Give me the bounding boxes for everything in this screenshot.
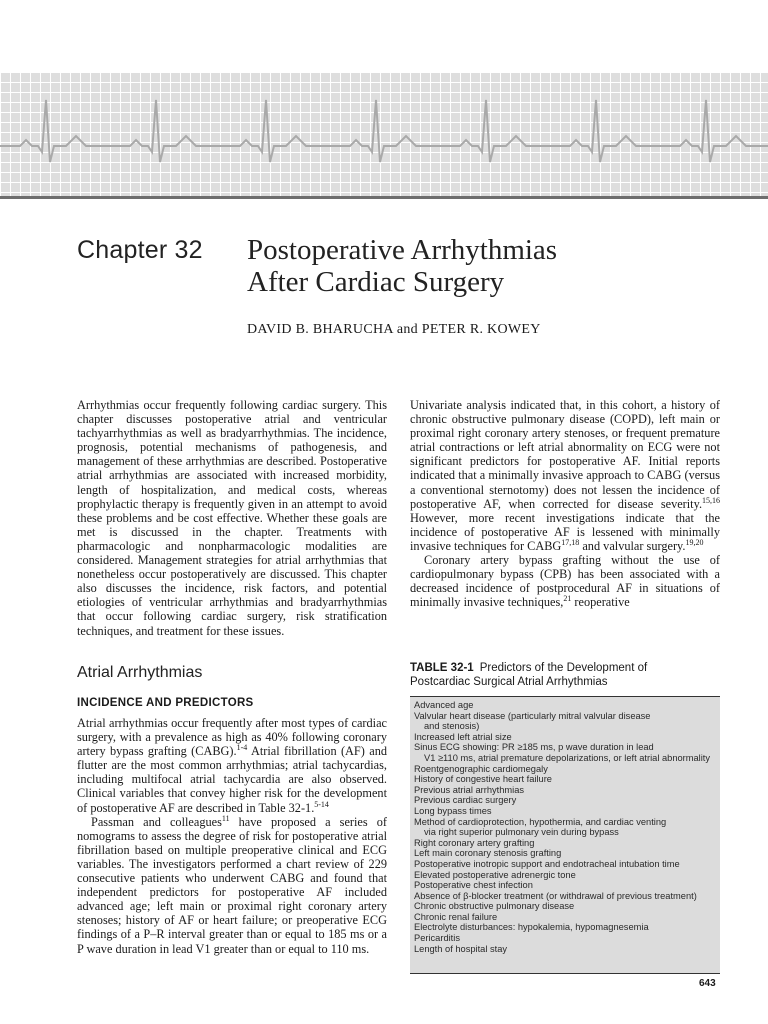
table-row: Chronic renal failure [414,911,498,922]
table-row: Postoperative chest infection [414,880,533,891]
table-row: Absence of β-blocker treatment (or withdrawal of previous treatment) [414,890,697,901]
chapter-label: Chapter 32 [77,236,203,264]
table-row: Right coronary artery grafting [414,837,535,848]
table-number: TABLE 32-1 [410,662,474,674]
table-row: Increased left atrial size [414,731,512,742]
right-column-top [410,398,720,609]
table-row: Postoperative inotropic support and endotracheal intubation time [414,858,680,869]
table-caption [410,661,710,689]
chapter-title-line-2: After Cardiac Surgery [247,266,505,298]
table-row: Sinus ECG showing: PR ≥185 ms, p wave duration in lead [414,742,654,753]
ecg-trace-graphic [0,72,768,198]
table-row: V1 ≥110 ms, atrial premature depolarizations, or left atrial abnormality [424,752,711,763]
right-paragraph-2: Coronary artery bypass grafting without the use of cardiopulmonary bypass (CPB) has been associated with a decreased incidence of postprocedural AF in situations of minimally invasive techniques,$^{21}$ reoperative [410,553,720,610]
table-title: Predictors of the Development of Postcardiac Surgical Atrial Arrhythmias [410,662,648,688]
chapter-title [247,234,557,298]
table-row: Electrolyte disturbances: hypokalemia, hypomagnesemia [414,922,649,933]
table-row: and stenosis) [424,721,480,732]
table-row: Roentgenographic cardiomegaly [414,763,548,774]
page-number: 643 [699,978,716,989]
table-row: Elevated postoperative adrenergic tone [414,869,576,880]
table-row: Chronic obstructive pulmonary disease [414,901,575,912]
intro-abstract [77,398,387,638]
chapter-title-line-1: Postoperative Arrhythmias [247,234,558,266]
table-row: Length of hospital stay [414,943,508,954]
subsection-heading: INCIDENCE AND PREDICTORS [77,697,254,709]
table-row: Pericarditis [414,933,460,944]
table-row: Method of cardioprotection, hypothermia, and cardiac venting [414,816,667,827]
authors: DAVID B. BHARUCHA and PETER R. KOWEY [247,322,541,337]
table-row: Long bypass times [414,805,492,816]
table-row: Previous cardiac surgery [414,795,517,806]
table-row: Valvular heart disease (particularly mitral valvular disease [414,710,651,721]
table-row: Previous atrial arrhythmias [414,784,525,795]
section-heading: Atrial Arrhythmias [77,664,203,681]
table-row: History of congestive heart failure [414,774,552,785]
table-row: Advanced age [414,700,474,710]
body-paragraph-1: Atrial arrhythmias occur frequently after most types of cardiac surgery, with a prevalence as high as 40% following coronary artery bypass grafting (CABG).$^{1-4}$ Atrial fibrillation (AF) and flutter are the most common arrhythmias; atrial tachycardias, including multifocal atrial tachycardia are also observed. Clinical variables that convey higher risk for the development of postoperative AF are described in Table 32-1.$^{5-14}$ [77,716,387,815]
intro-paragraph: Arrhythmias occur frequently following cardiac surgery. This chapter discusses postoperative atrial and ventricular tachyarrhythmias as well as bradyarrhythmias. The incidence, prognosis, potential mechanisms of pathogenesis, and management of these arrhythmias are described. Postoperative atrial arrhythmias are associated with increased morbidity, length of hospitalization, and medical costs, whereas prophylactic therapy is frequently given in an attempt to avoid these problems and be cost effective. Whether these goals are met is discussed in the chapter. Treatments with pharmacologic and nonpharmacologic modalities are considered. Management strategies for atrial arrhythmias that nonetheless occur postoperatively are discussed. This chapter also discusses the incidence, risk factors, and potential etiologies of ventricular arrhythmias and bradyarrhythmias that occur following cardiac surgery, risk stratification techniques, and treatment for these issues. [77,398,387,638]
right-paragraph-1: Univariate analysis indicated that, in this cohort, a history of chronic obstructive pulmonary disease (COPD), left main or proximal right coronary artery stenoses, or frequent premature atrial contractions or left atrial abnormality on ECG were not significant predictors for postoperative AF. Initial reports indicated that a minimally invasive approach to CABG (versus a conventional sternotomy) does not lessen the incidence of postoperative AF, when corrected for disease severity.$^{15,16}$ However, more recent investigations indicate that the incidence of postoperative AF is lessened with minimally invasive techniques for CABG$^{17,18}$ and valvular surgery.$^{19,20}$ [410,398,720,553]
banner-bottom-rule [0,196,768,199]
body-paragraph-2: Passman and colleagues$^{11}$ have proposed a series of nomograms to assess the degree of risk for postoperative atrial fibrillation based on multiple preoperative clinical and ECG variables. The investigators performed a chart review of 229 consecutive patients who underwent CABG and found that independent predictors for postoperative AF included advanced age; left main or proximal right coronary artery stenoses; history of AF or heart failure; or preoperative ECG findings of a P–R interval greater than or equal to 185 ms or a P wave duration in lead V1 greater than or equal to 110 ms. [77,813,387,956]
section-body [77,716,387,956]
table-row: Left main coronary stenosis grafting [414,848,562,859]
predictors-table [410,696,720,974]
table-row: via right superior pulmonary vein during bypass [424,827,619,838]
